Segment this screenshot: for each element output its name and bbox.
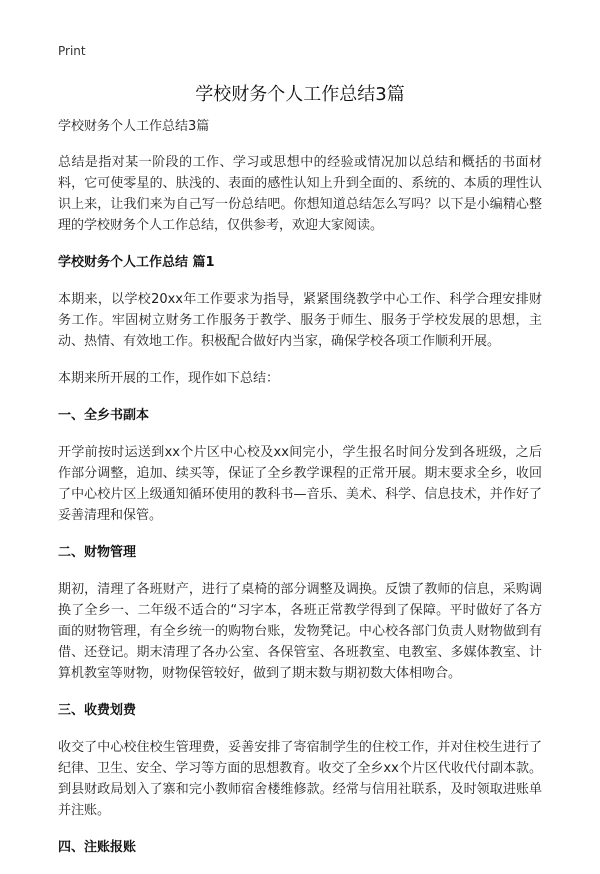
subheading-fees: 三、收费划费 bbox=[58, 703, 137, 718]
document-title: 学校财务个人工作总结3篇 bbox=[195, 84, 405, 105]
paragraph-fees: 收交了中心校住校生管理费，妥善安排了寄宿制学生的住校工作，并对住校生进行了纪律、卫生、安全、学习等方面的思想教育。收交了全乡xx个片区代收代付副本款。到县财政局划入了寨和完小教师宿舍楼维修款。经常与信用社联系，及时领取进账单并注账。 bbox=[58, 740, 542, 818]
section1-paragraph-2: 本期来所开展的工作，现作如下总结： bbox=[58, 371, 280, 386]
section-heading-1: 学校财务个人工作总结 篇1 bbox=[58, 255, 215, 270]
subheading-property: 二、财物管理 bbox=[58, 545, 137, 560]
document-subtitle: 学校财务个人工作总结3篇 bbox=[58, 119, 210, 134]
section1-paragraph-1: 本期来，以学校20xx年工作要求为指导，紧紧围绕教学中心工作、科学合理安排财务工作。牢固树立财务工作服务于教学、服务于师生、服务于学校发展的思想，主动、热情、有效地工作。积极配合做好内当家，确保学校各项工作顺利开展。 bbox=[58, 292, 542, 349]
print-link[interactable]: Print bbox=[58, 44, 86, 58]
intro-paragraph: 总结是指对某一阶段的工作、学习或思想中的经验或情况加以总结和概括的书面材料，它可使零星的、肤浅的、表面的感性认知上升到全面的、系统的、本质的理性认识上来，让我们来为自己写一份总结吧。你想知道总结怎么写吗？以下是小编精心整理的学校财务个人工作总结，仅供参考，欢迎大家阅读。 bbox=[58, 155, 542, 233]
paragraph-books: 开学前按时运送到xx个片区中心校及xx间完小，学生报名时间分发到各班级，之后作部分调整，追加、续买等，保证了全乡教学课程的正常开展。期末要求全乡，收回了中心校片区上级通知循环使用的教科书—音乐、美术、科学、信息技术，并作好了妥善清理和保管。 bbox=[58, 445, 542, 523]
subheading-accounts: 四、注账报账 bbox=[58, 840, 137, 855]
document-body bbox=[58, 116, 542, 874]
paragraph-property: 期初，清理了各班财产，进行了桌椅的部分调整及调换。反馈了教师的信息，采购调换了全乡一、二年级不适合的“习字本，各班正常教学得到了保障。平时做好了各方面的财物管理，有全乡统一的购物台账，发物凳记。中心校各部门负责人财物做到有借、还登记。期末清理了各办公室、各保管室、各班教室、电教室、多媒体教室、计算机教室等财物，财物保管较好，做到了期末数与期初数大体相吻合。 bbox=[58, 582, 542, 681]
subheading-books: 一、全乡书副本 bbox=[58, 408, 150, 423]
